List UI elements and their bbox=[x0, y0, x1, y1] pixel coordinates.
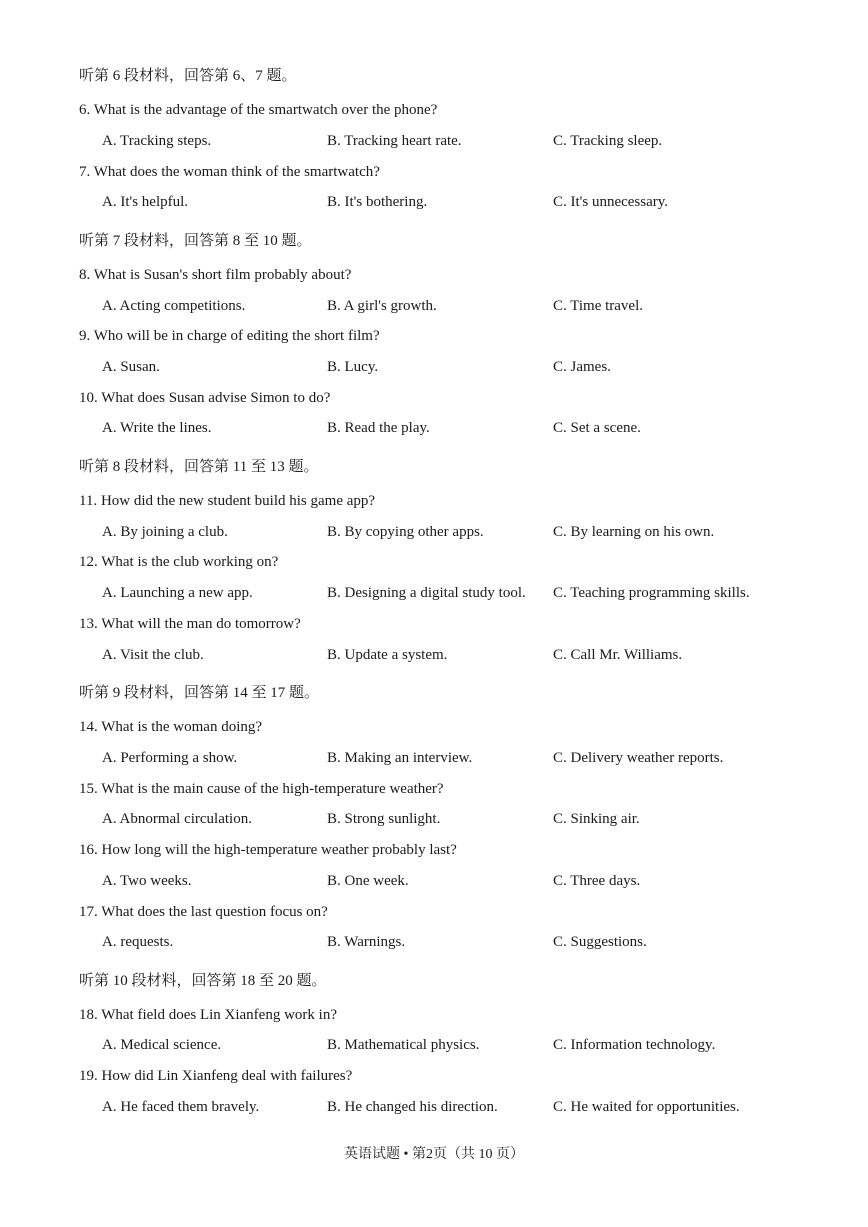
option-a: A. It's helpful. bbox=[102, 194, 189, 210]
option-b: B. Read the play. bbox=[327, 420, 430, 436]
option-b: B. Update a system. bbox=[327, 647, 448, 663]
option-c: C. Delivery weather reports. bbox=[553, 750, 724, 766]
option-b: B. One week. bbox=[327, 873, 409, 889]
question: 15. What is the main cause of the high-temperature weather? bbox=[79, 781, 444, 797]
page-footer: 英语试题 • 第2页（共 10 页） bbox=[344, 1147, 524, 1162]
section-heading: 听第 8 段材料，回答第 11 至 13 题。 bbox=[79, 459, 319, 475]
option-a: A. Two weeks. bbox=[102, 873, 192, 889]
option-c: C. Set a scene. bbox=[553, 420, 641, 436]
option-c: C. It's unnecessary. bbox=[553, 194, 669, 210]
option-c: C. By learning on his own. bbox=[553, 524, 715, 540]
option-c: C. Suggestions. bbox=[553, 934, 647, 950]
option-a: A. requests. bbox=[102, 934, 174, 950]
question: 6. What is the advantage of the smartwatch over the phone? bbox=[79, 102, 438, 118]
question: 18. What field does Lin Xianfeng work in? bbox=[79, 1007, 337, 1023]
option-a: A. Tracking steps. bbox=[102, 133, 212, 149]
option-a: A. Performing a show. bbox=[102, 750, 238, 766]
question: 13. What will the man do tomorrow? bbox=[79, 616, 301, 632]
option-a: A. Visit the club. bbox=[102, 647, 204, 663]
question: 16. How long will the high-temperature weather probably last? bbox=[79, 842, 457, 858]
option-a: A. He faced them bravely. bbox=[102, 1099, 260, 1115]
option-c: C. Information technology. bbox=[553, 1037, 716, 1053]
option-b: B. Warnings. bbox=[327, 934, 406, 950]
question: 7. What does the woman think of the smartwatch? bbox=[79, 164, 380, 180]
option-b: B. Tracking heart rate. bbox=[327, 133, 462, 149]
question: 8. What is Susan's short film probably about? bbox=[79, 267, 352, 283]
question: 11. How did the new student build his game app? bbox=[79, 493, 376, 509]
option-a: A. Acting competitions. bbox=[102, 298, 246, 314]
option-c: C. Call Mr. Williams. bbox=[553, 647, 683, 663]
section-heading: 听第 10 段材料，回答第 18 至 20 题。 bbox=[79, 973, 327, 989]
option-b: B. Designing a digital study tool. bbox=[327, 585, 526, 601]
question: 9. Who will be in charge of editing the short film? bbox=[79, 328, 380, 344]
option-a: A. Launching a new app. bbox=[102, 585, 253, 601]
option-b: B. A girl's growth. bbox=[327, 298, 437, 314]
question: 19. How did Lin Xianfeng deal with failures? bbox=[79, 1068, 353, 1084]
option-c: C. He waited for opportunities. bbox=[553, 1099, 740, 1115]
option-c: C. James. bbox=[553, 359, 611, 375]
option-c: C. Sinking air. bbox=[553, 811, 640, 827]
section-heading: 听第 6 段材料，回答第 6、7 题。 bbox=[79, 68, 297, 84]
option-b: B. Lucy. bbox=[327, 359, 379, 375]
option-b: B. It's bothering. bbox=[327, 194, 428, 210]
option-a: A. Abnormal circulation. bbox=[102, 811, 252, 827]
option-b: B. He changed his direction. bbox=[327, 1099, 498, 1115]
option-a: A. Medical science. bbox=[102, 1037, 222, 1053]
option-b: B. Making an interview. bbox=[327, 750, 473, 766]
question: 17. What does the last question focus on? bbox=[79, 904, 328, 920]
option-b: B. By copying other apps. bbox=[327, 524, 484, 540]
option-a: A. Write the lines. bbox=[102, 420, 212, 436]
question: 14. What is the woman doing? bbox=[79, 719, 263, 735]
option-b: B. Strong sunlight. bbox=[327, 811, 441, 827]
option-a: A. Susan. bbox=[102, 359, 160, 375]
question: 12. What is the club working on? bbox=[79, 554, 279, 570]
option-c: C. Time travel. bbox=[553, 298, 644, 314]
option-c: C. Tracking sleep. bbox=[553, 133, 663, 149]
section-heading: 听第 9 段材料，回答第 14 至 17 题。 bbox=[79, 685, 320, 701]
section-heading: 听第 7 段材料，回答第 8 至 10 题。 bbox=[79, 233, 312, 249]
option-b: B. Mathematical physics. bbox=[327, 1037, 480, 1053]
option-a: A. By joining a club. bbox=[102, 524, 228, 540]
option-c: C. Teaching programming skills. bbox=[553, 585, 750, 601]
option-c: C. Three days. bbox=[553, 873, 641, 889]
question: 10. What does Susan advise Simon to do? bbox=[79, 390, 331, 406]
